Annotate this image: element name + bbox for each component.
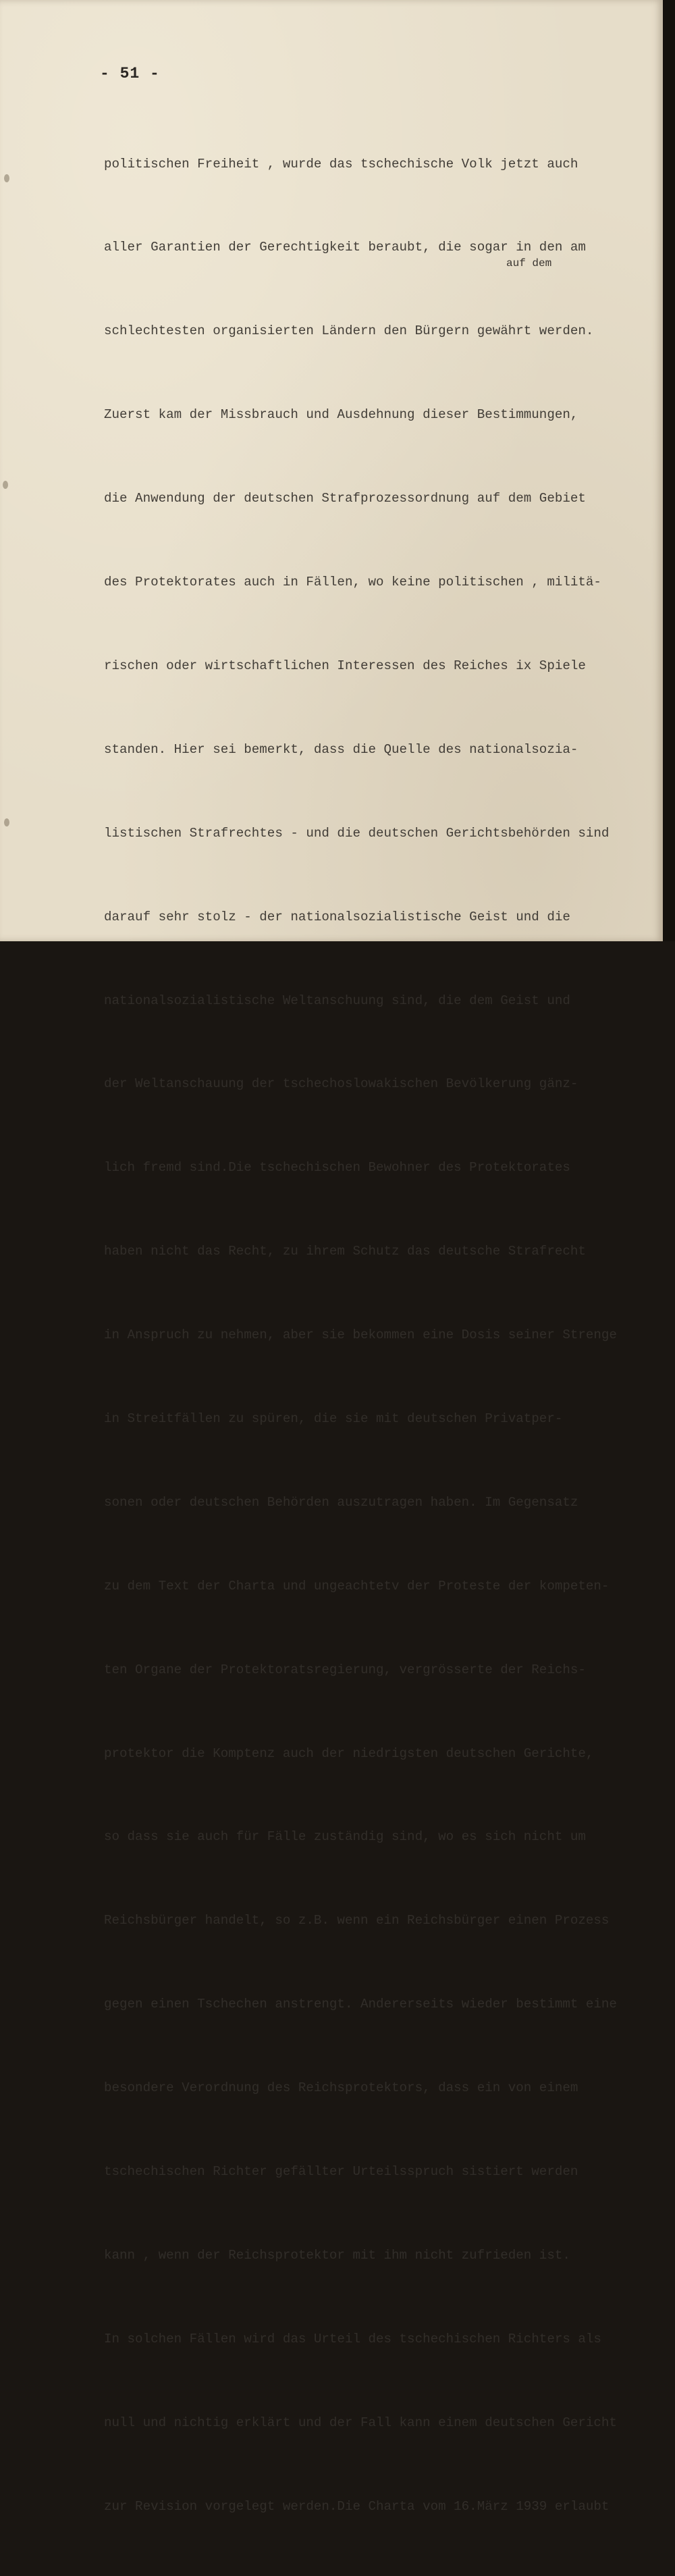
text-line: schlechtesten organisierten Ländern den Bürgern gewährt werden. xyxy=(104,323,594,339)
text-line: lich fremd sind.Die tschechischen Bewohner des Protektorates xyxy=(104,1160,570,1176)
text-line: Reichsbürger handelt, so z.B. wenn ein Reichsbürger einen Prozess xyxy=(104,1913,610,1928)
text-line: in Streitfällen zu spüren, die sie mit deutschen Privatper- xyxy=(104,1411,563,1426)
text-line: zur Revision vorgelegt werden.Die Charta vom 16.März 1939 erlaubt xyxy=(104,2498,610,2514)
text-line: protektor die Komptenz auch der niedrigsten deutschen Gerichte, xyxy=(104,1745,594,1761)
text-line: zu dem Text der Charta und ungeachtetv der Proteste der kompeten- xyxy=(104,1578,610,1594)
text-line: Zuerst kam der Missbrauch und Ausdehnung dieser Bestimmungen, xyxy=(104,407,578,423)
text-line: aller Garantien der Gerechtigkeit beraubt, die sogar in den am xyxy=(104,240,586,255)
text-line: kann , wenn der Reichsprotektor mit ihm nicht zufrieden ist. xyxy=(104,2247,570,2263)
text-line: nationalsozialistische Weltanschuung sind, die dem Geist und xyxy=(104,993,570,1008)
text-line: sonen oder deutschen Behörden auszutragen haben. Im Gegensatz xyxy=(104,1494,578,1510)
text-line: gegen einen Tschechen anstrengt. Andererseits wieder bestimmt eine xyxy=(104,1997,617,2012)
text-line: haben nicht das Recht, zu ihrem Schutz das deutsche Strafrecht xyxy=(104,1244,586,1259)
binding-hole xyxy=(4,818,9,826)
text-line: listischen Strafrechtes - und die deutschen Gerichtsbehörden sind xyxy=(104,825,610,841)
text-line: der Weltanschauung der tschechoslowakischen Bevölkerung gänz- xyxy=(104,1076,578,1092)
text-line: darauf sehr stolz - der nationalsozialistische Geist und die xyxy=(104,909,570,924)
text-line: besondere Verordnung des Reichsprotektors, dass ein von einem xyxy=(104,2080,578,2096)
text-line: null und nichtig erklärt und der Fall kann einem deutschen Gericht xyxy=(104,2415,617,2430)
page-number: - 51 - xyxy=(100,65,160,82)
text-line: ten Organe der Protektoratsregierung, vergrösserte der Reichs- xyxy=(104,1662,586,1677)
text-line: In solchen Fällen wird das Urteil des tschechischen Richters als xyxy=(104,2331,601,2346)
text-line: in Anspruch zu nehmen, aber sie bekommen eine Dosis seiner Strenge xyxy=(104,1328,617,1343)
text-line: die Anwendung der deutschen Strafprozessordnung auf dem Gebiet xyxy=(104,491,586,506)
text-line: so dass sie auch für Fälle zuständig sind, wo es sich nicht um xyxy=(104,1829,586,1845)
interlinear-insertion: auf dem xyxy=(506,257,552,269)
typewritten-body xyxy=(104,95,657,2576)
text-line: tschechischen Richter gefällter Urteilsspruch sistiert werden xyxy=(104,2163,578,2179)
text-line: des Protektorates auch in Fällen, wo keine politischen , militä- xyxy=(104,575,601,590)
binding-hole xyxy=(4,174,9,182)
text-line: politischen Freiheit , wurde das tschechische Volk jetzt auch xyxy=(104,156,578,172)
text-line: standen. Hier sei bemerkt, dass die Quelle des nationalsozia- xyxy=(104,741,578,757)
binding-hole xyxy=(3,481,8,489)
scan-background-edge xyxy=(663,0,675,941)
text-line: rischen oder wirtschaftlichen Interessen des Reiches ix Spiele xyxy=(104,658,586,673)
